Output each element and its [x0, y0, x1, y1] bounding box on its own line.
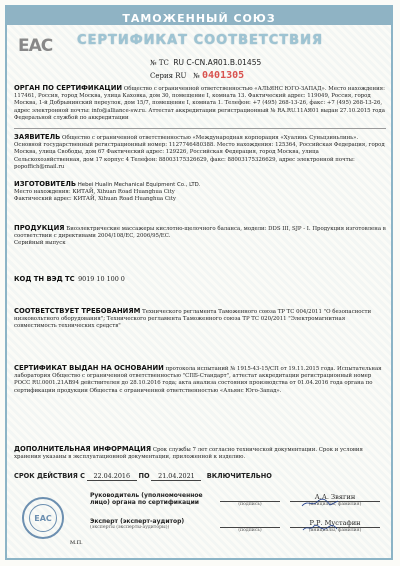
head-name-hint: (инициалы, фамилия): [290, 501, 380, 507]
expert-signature: [300, 522, 340, 534]
stamp-logo: EAC: [29, 504, 57, 532]
validity-from: 22.04.2016: [87, 472, 137, 481]
number-label: № ТС: [150, 59, 169, 67]
validity-to-label: ПО: [138, 472, 150, 480]
validity-suffix: ВКЛЮЧИТЕЛЬНО: [206, 472, 272, 480]
code-label: КОД ТН ВЭД ТС: [14, 275, 75, 283]
extra-text: Срок службы 7 лет согласно технической документации. Срок и условия хранения указаны в эксплуатационной документации, приложенной к изделию.: [14, 447, 363, 461]
series-prefix: №: [193, 72, 200, 80]
head-signature-hint: (подпись): [220, 501, 280, 507]
series-row: [150, 70, 244, 81]
validity-to: 21.04.2021: [151, 472, 201, 481]
extra-block: [14, 446, 386, 461]
certificate-number-row: [150, 58, 261, 67]
expert-label-line2: (эксперты (эксперты-аудиторы)): [90, 525, 170, 530]
expert-name: Р.Р. Мустафин: [309, 519, 361, 527]
eac-stamp: [22, 497, 64, 539]
manufacturer-label: ИЗГОТОВИТЕЛЬ: [14, 180, 77, 188]
expert-signature-hint: (подпись): [220, 527, 280, 533]
product-label: ПРОДУКЦИЯ: [14, 224, 65, 232]
issued-text: протокола испытаний № 1915-43-15/СП от 19.11.2015 года. Испытательная лаборатория Общество с ограниченной ответственностью "СПБ-Стандарт", аттестат аккредитации регистрационный номер РОСС RU.0001.21АВ94 действителен до 28.10.2016 года; акта анализа состояния производства от 01.04.2016 года органа по сертификации продукции Общества с ограниченной ответственностью «Альянс Юго-Запад».: [14, 366, 382, 394]
issued-block: [14, 365, 386, 395]
seal-mark: М.П.: [70, 540, 83, 546]
head-label: [90, 492, 203, 506]
validity-from-label: СРОК ДЕЙСТВИЯ С: [14, 472, 85, 480]
conformity-text: Технического регламента Таможенного союза ТР ТС 004/2011 "О безопасности низковольтного оборудования"; Технического регламента Таможенного союза ТР ТС 020/2011 "Электромагнитная совместимость технических средств": [14, 309, 372, 330]
product-text: Биоэлектрические массажеры кислотно-щелочного баланса, модели: DDS III, SJP - I. Продукция изготовлена в соответствии с директивами 2004/108/EC, 2006/95/EC.: [14, 226, 386, 240]
applicant-label: ЗАЯВИТЕЛЬ: [14, 133, 61, 141]
applicant-block: [14, 134, 386, 171]
divider: [14, 128, 386, 129]
series-label: Серия RU: [150, 72, 187, 80]
manufacturer-location: Место нахождения: КИТАЙ, Xihuan Road Huanghua City: [14, 189, 175, 196]
manufacturer-name: Hebei Hualin Mechanical Equipment Co., LTD.: [77, 182, 201, 188]
eac-logo: EAC: [18, 36, 53, 56]
certificate-title: СЕРТИФИКАТ СООТВЕТСТВИЯ: [77, 33, 323, 48]
head-label-line1: Руководитель (уполномоченное: [90, 492, 203, 499]
conformity-block: [14, 308, 386, 331]
manufacturer-block: [14, 181, 386, 204]
number-value: RU C-CN.АЯ01.B.01455: [173, 58, 262, 67]
expert-name-hint: (инициалы, фамилия): [290, 527, 380, 533]
code-block: [14, 276, 386, 284]
product-block: [14, 225, 386, 248]
head-label-line2: лицо) органа по сертификации: [90, 499, 199, 506]
applicant-text: Общество с ограниченной ответственностью «Международная корпорация «Хуалинь Суньцзиньлинь». Основной государственный регистрационный номер: 1127746480388. Место нахождения: 125364, Российская Федерация, город Москва, улица Свободы, дом 67 Фактический адрес: 129226, Российская Федерация, город Москва, улица Сельскохозяйственная, дом 17 корпус 4 Телефон: 88003175326629, факс: 88003175326629, адрес электронной почты: popoffich@mail.ru: [14, 135, 385, 170]
banner-text: ТАМОЖЕННЫЙ СОЮЗ: [122, 12, 276, 25]
head-signature: [300, 497, 340, 509]
issued-label: СЕРТИФИКАТ ВЫДАН НА ОСНОВАНИИ: [14, 364, 164, 372]
organ-label: ОРГАН ПО СЕРТИФИКАЦИИ: [14, 84, 123, 92]
series-number: 0401305: [202, 70, 245, 81]
manufacturer-actual-address: Фактический адрес: КИТАЙ, Xihuan Road Huanghua City: [14, 196, 176, 203]
validity-row: [14, 472, 386, 481]
extra-label: ДОПОЛНИТЕЛЬНАЯ ИНФОРМАЦИЯ: [14, 445, 152, 453]
code-value: 9019 10 100 0: [78, 275, 125, 283]
expert-label: [90, 518, 184, 530]
organ-text: Общество с ограниченной ответственностью «АЛЬЯНС ЮГО-ЗАПАД». Место нахождения: 117461, Россия, город Москва, улица Каховка, дом 30, помещение I, комната 13. Фактический адрес: 119049, Россия, город Москва, 1-й Добрынинский переулок, дом 15/7, помещение I, комната 1. Телефон: +7 (495) 268-13-26, факс: +7 (495) 268-13-26, адрес электронной почты: info@alliance-sw.ru. Аттестат аккредитации регистрационный № RA.RU.11АЯ01 выдан 27.10.2015 года Федеральной службой по аккредитации: [14, 86, 385, 121]
conformity-label: СООТВЕТСТВУЕТ ТРЕБОВАНИЯМ: [14, 307, 141, 315]
product-serial: Серийный выпуск: [14, 240, 66, 247]
banner: [7, 7, 391, 25]
organ-block: [14, 85, 386, 122]
expert-label-line1: Эксперт (эксперт-аудитор): [90, 518, 185, 525]
head-name: А.А. Звягин: [314, 493, 356, 501]
